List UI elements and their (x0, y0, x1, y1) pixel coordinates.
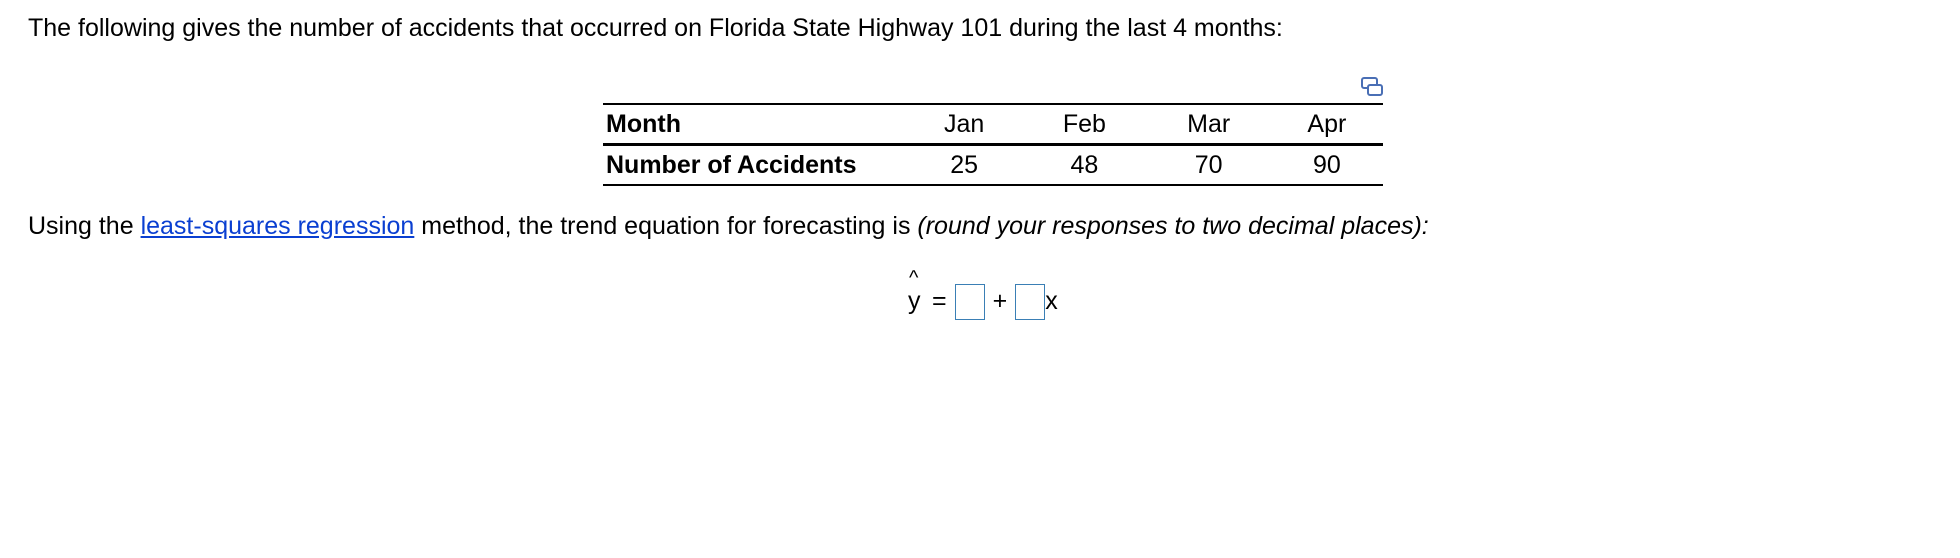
y-hat-symbol (908, 267, 924, 316)
month-cell: Mar (1147, 104, 1271, 145)
instruction-middle: method, the trend equation for forecasting is (414, 212, 918, 240)
instruction-prefix: Using the (28, 212, 141, 240)
accidents-cell: 25 (906, 145, 1022, 186)
glossary-link[interactable]: least-squares regression (140, 212, 415, 240)
accidents-cell: 70 (1147, 145, 1271, 186)
month-cell: Jan (906, 104, 1022, 145)
table-row (603, 145, 1383, 186)
table-header-row (603, 104, 1383, 145)
question-instruction (28, 210, 1429, 242)
intercept-input[interactable] (955, 284, 985, 320)
equals-sign: = (932, 287, 947, 315)
x-symbol: x (1045, 287, 1058, 315)
y-symbol: y (908, 287, 921, 315)
accidents-cell: 48 (1022, 145, 1146, 186)
month-header: Month (603, 104, 906, 145)
slope-input[interactable] (1015, 284, 1045, 320)
accidents-table (603, 103, 1383, 186)
plus-sign: + (992, 287, 1008, 315)
accidents-row-label: Number of Accidents (603, 145, 906, 186)
rounding-note: (round your responses to two decimal places): (917, 212, 1429, 240)
hat-symbol: ^ (909, 267, 919, 289)
month-cell: Apr (1271, 104, 1383, 145)
accidents-cell: 90 (1271, 145, 1383, 186)
month-cell: Feb (1022, 104, 1146, 145)
question-intro: The following gives the number of accidents that occurred on Florida State Highway 101 during the last 4 months: (28, 14, 1283, 42)
copy-table-icon[interactable] (1360, 76, 1384, 98)
trend-equation (908, 268, 1058, 316)
